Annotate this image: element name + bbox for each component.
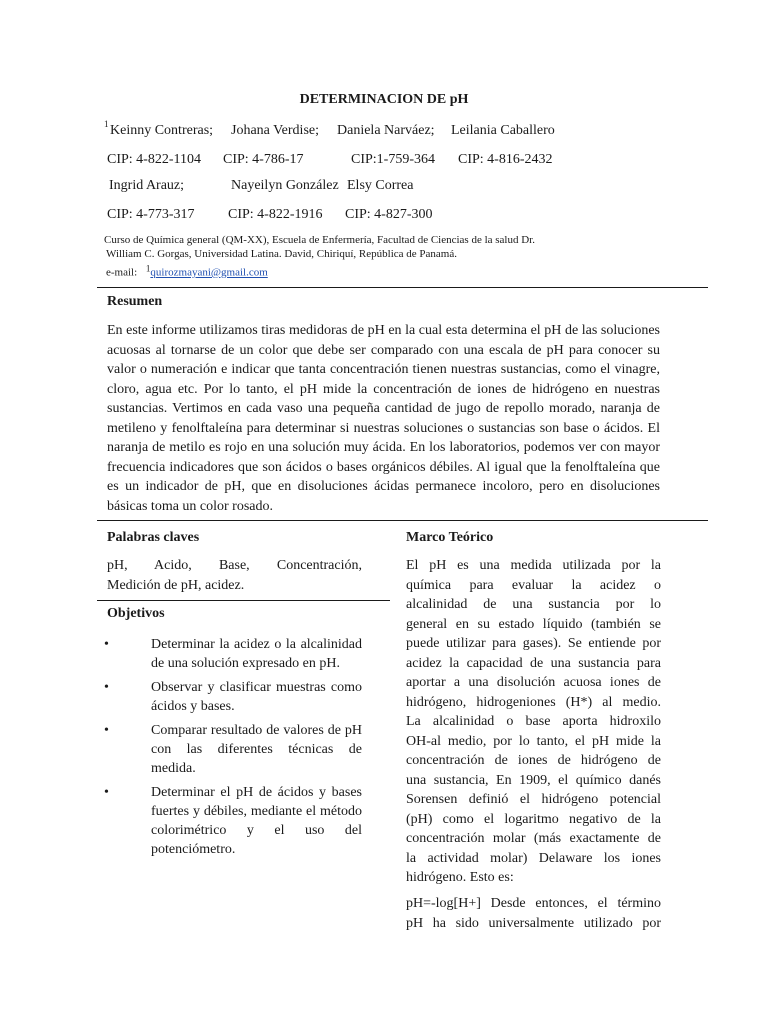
email-label: e-mail: [106, 266, 138, 279]
cip-row-1 [0, 152, 768, 170]
text-line: Sorensen definió el hidrógeno potencial [406, 792, 661, 807]
objetivo-text: Observar y clasificar muestras como ácidos y bases. [151, 680, 362, 714]
author-name: Daniela Narváez; [337, 123, 435, 138]
text-line: concentración molar (más exactamente de [406, 831, 661, 846]
text-line: puede utilizar para gases). Se entiende por [406, 636, 661, 651]
text-line: química para evaluar la acidez o [406, 577, 661, 593]
palabras-claves-heading: Palabras claves [107, 530, 200, 545]
text-line: una sustancia, En 1909, el químico danés [406, 772, 661, 788]
resumen-heading: Resumen [107, 294, 163, 309]
affiliation [104, 233, 704, 280]
author-name: Elsy Correa [347, 178, 414, 193]
objetivos-list [104, 635, 362, 864]
marco-teorico-heading: Marco Teórico [406, 530, 494, 545]
authors-row-2 [0, 178, 768, 196]
author-name: Keinny Contreras; [110, 123, 214, 138]
text-line: El pH es una medida utilizada por la [406, 558, 661, 573]
text-line: aportar a una disolución acuosa iones de [406, 675, 661, 690]
text-line: (pH) como el logaritmo negativo de la [406, 811, 661, 827]
marco-teorico-text [406, 556, 661, 888]
text-line: pH=-log[H+] Desde entonces, el término [406, 896, 661, 911]
bullet-icon: • [104, 785, 109, 800]
cip-row-2 [0, 207, 768, 225]
text-line: hidrógeno. Esto es: [406, 870, 514, 885]
objetivo-text: Comparar resultado de valores de pH con las diferentes técnicas de medida. [151, 723, 362, 776]
objetivo-text: Determinar el pH de ácidos y bases fuertes y débiles, mediante el método colorimétrico y el uso del potenciómetro. [151, 785, 362, 857]
objetivo-text: Determinar la acidez o la alcalinidad de una solución expresado en pH. [151, 637, 362, 671]
email-line [104, 261, 704, 280]
author-name: Leilania Caballero [451, 123, 555, 138]
cip-number: CIP: 4-773-317 [107, 207, 195, 222]
resumen-divider [97, 520, 708, 521]
list-item [104, 635, 362, 673]
bullet-icon: • [104, 680, 109, 695]
bullet-icon: • [104, 637, 109, 652]
author-marker: 1 [104, 119, 109, 129]
keywords-divider [97, 600, 390, 601]
text-line: hidrógeno, hidrogeniones (H*) al medio. [406, 694, 661, 710]
cip-number: CIP: 4-786-17 [223, 152, 304, 167]
objetivos-heading: Objetivos [107, 606, 165, 621]
document-title: DETERMINACION DE pH [299, 92, 469, 107]
keywords-line: Medición de pH, acidez. [107, 577, 245, 593]
list-item [104, 678, 362, 716]
text-line: acidez la capacidad de una sustancia para [406, 655, 661, 671]
text-line: concentración de iones de hidrógeno de [406, 753, 661, 768]
resumen-text: En este informe utilizamos tiras medidoras de pH en la cual esta determina el pH de las soluciones acuosas al tornarse de un color que debe ser comparado con una escala de pH para conocer su valor o numeración e indicar que tanta concentración tienen nuestras sustancias, como el vinagre, cloro, agua etc. Por lo tanto, el pH mide la concentración de iones de hidrógeno en nuestras sustancias. Vertimos en cada vaso una pequeña cantidad de jugo de repollo morado, naranja de metileno y fenolftaleína para determinar si nuestras soluciones o sustancias son base o ácidos. El naranja de metilo es rojo en una solución muy ácida. En los laboratorios, podemos ver con mayor frecuencia indicadores que son ácidos o bases orgánicos débiles. Al igual que la fenolftaleína que es un indicador de pH, que en disoluciones ácidas permanece incoloro, pero en disoluciones básicas toma un color rosado. [107, 323, 660, 514]
email-link[interactable]: quirozmayani@gmail.com [150, 266, 268, 279]
author-name: Nayeilyn González [231, 178, 339, 193]
affiliation-line: Curso de Química general (QM-XX), Escuela de Enfermería, Facultad de Ciencias de la salud Dr. [104, 234, 535, 246]
palabras-claves-text [107, 556, 362, 595]
list-item [104, 721, 362, 778]
top-divider [97, 287, 708, 288]
author-name: Johana Verdise; [231, 123, 319, 138]
marco-teorico-formula [406, 894, 661, 933]
authors-row-1 [0, 119, 768, 141]
email-marker: 1 [145, 263, 151, 273]
bullet-icon: • [104, 723, 109, 738]
text-line: OH-al medio, por lo tanto, el pH mide la [406, 733, 661, 749]
author-name: Ingrid Arauz; [109, 178, 185, 193]
cip-number: CIP: 4-816-2432 [458, 152, 553, 167]
keywords-line: pH, Acido, Base, Concentración, [107, 558, 362, 573]
cip-number: CIP: 4-827-300 [345, 207, 433, 222]
affiliation-line: William C. Gorgas, Universidad Latina. David, Chiriquí, República de Panamá. [106, 248, 457, 260]
cip-number: CIP: 4-822-1104 [107, 152, 201, 167]
text-line: alcalinidad de una sustancia por lo [406, 597, 661, 612]
list-item [104, 783, 362, 859]
cip-number: CIP:1-759-364 [351, 152, 435, 167]
text-line: pH ha sido universalmente utilizado por [406, 915, 661, 931]
cip-number: CIP: 4-822-1916 [228, 207, 323, 222]
text-line: La alcalinidad o base aporta hidroxilo [406, 714, 661, 729]
text-line: la actividad molar) Delaware los iones [406, 850, 661, 866]
text-line: general en su estado líquido (también se [406, 616, 661, 632]
